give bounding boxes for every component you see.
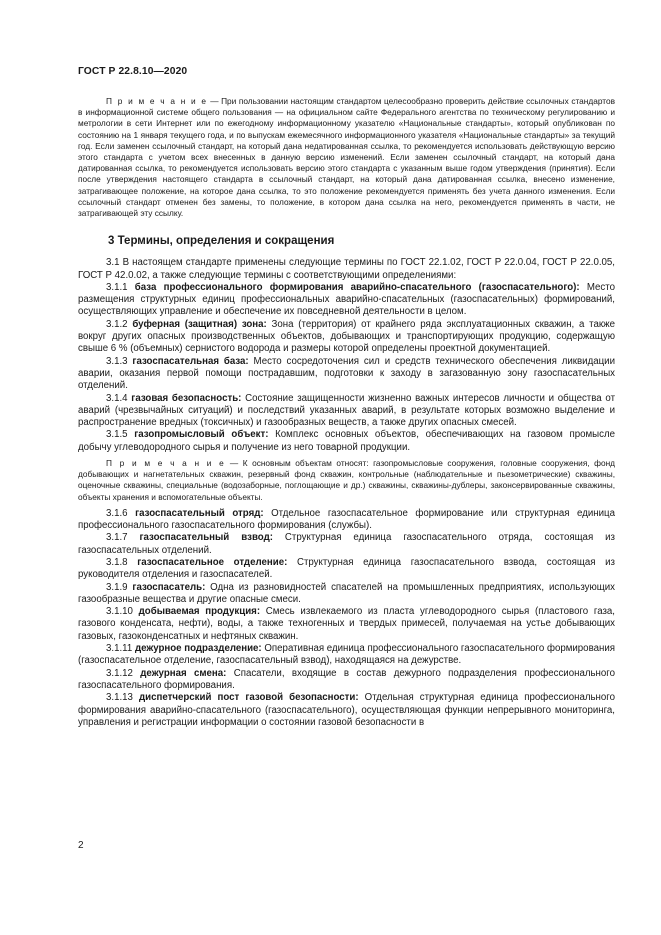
term-text: Одна из разновидностей спасателей на промышленных предприятиях, использующих газообразные вещества и другие опасные смеси. — [78, 581, 615, 605]
term-definition — [78, 319, 615, 356]
term-name: газопромысловый объект: — [134, 429, 269, 441]
term-name: газоспасатель: — [132, 581, 206, 593]
intro-paragraph: 3.1 В настоящем стандарте применены следующие термины по ГОСТ 22.1.02, ГОСТ Р 22.0.04, ГОСТ Р 22.0.05, ГОСТ Р 42.0.02, а также следующие термины с соответствующими определениями: — [78, 257, 615, 281]
term-number: 3.1.8 — [106, 556, 138, 568]
term-text: Комплекс основных объектов, обеспечивающих на газовом промысле добычу углеводородного сырья и получение из него товарной продукции. — [78, 429, 615, 453]
note-text: К основным объектам относят: газопромысловые сооружения, головные сооружения, фонд добывающих и нагнетательных скважин, резервный фонд скважин, контрольные (наблюдательные и пьезометрические) скважины, оценочные скважины, специальные (водозаборные, поглощающие и др.) скважины, скважины-дублеры, законсервированные скважины, объекты хранения и вспомогательные объекты. — [78, 457, 615, 502]
section-title: 3 Термины, определения и сокращения — [108, 235, 335, 248]
term-name: газоспасательная база: — [132, 355, 249, 367]
term-name: буферная (защитная) зона: — [132, 318, 267, 330]
term-number: 3.1.13 — [106, 692, 140, 704]
term-number: 3.1.1 — [106, 281, 135, 293]
term-name: дежурная смена: — [140, 667, 227, 679]
term-number: 3.1.11 — [106, 643, 135, 655]
term-name: газовая безопасность: — [131, 392, 242, 404]
term-number: 3.1.9 — [106, 581, 133, 593]
term-text: Структурная единица газоспасательного отряда, состоящая из газоспасательных отделений. — [78, 532, 615, 556]
term-text: Место размещения структурных единиц профессиональных аварийно-спасательных (газоспасательных) формирований, осуществляющих управление и обеспечение их повседневной деятельности в целом. — [78, 281, 615, 318]
term-name: газоспасательный взвод: — [139, 532, 273, 544]
term-definition — [78, 356, 615, 393]
term-definition — [78, 429, 615, 454]
term-text: Состояние защищенности жизненно важных интересов личности и общества от аварий (чрезвычайных ситуаций) и последствий указанных аварий, в результате которых возможно выделение и распространение вредных (токсичных) и газообразных веществ, а также других опасных смесей. — [78, 392, 616, 429]
term-definition — [78, 282, 615, 319]
note-text: При пользовании настоящим стандартом целесообразно проверить действие ссылочных стандартов в информационной системе общего пользования — на официальном сайте Федерального агентства по техническому регулированию и метрологии в сети Интернет или по ежегодному информационному указателю «Национальные стандарты», который опубликован по состоянию на 1 января текущего года, и по выпускам ежемесячного информационного указателя «Национальные стандарты» за текущий год. Если заменен ссылочный стандарт, на который дана недатированная ссылка, то рекомендуется использовать действующую версию этого стандарта с учетом всех внесенных в данную версию изменений. Если заменен ссылочный стандарт, на который дана датированная ссылка, то рекомендуется использовать версию этого стандарта с указанным выше годом утверждения (принятия). Если после утверждения настоящего стандарта в ссылочный стандарт, на который дана датированная ссылка, внесено изменение, затрагивающее положение, на которое дана ссылка, то это положение рекомендуется применять без учета данного изменения. Если ссылочный стандарт отменен без замены, то положение, в котором дана ссылка на него, рекомендуется применять в части, не затрагивающей эту ссылку. — [78, 96, 615, 219]
term-definition — [78, 668, 615, 693]
term-text: Отдельная структурная единица профессионального формирования аварийно-спасательного (газоспасательного), осуществляющая функции непрерывного мониторинга, управления и регистрации информации о состоянии газовой безопасности в — [78, 692, 615, 728]
terms-list — [78, 508, 615, 729]
term-number: 3.1.6 — [106, 507, 136, 519]
note-dash: — — [207, 96, 222, 106]
term-definition — [78, 393, 615, 430]
term-number: 3.1.5 — [106, 429, 135, 441]
term-number: 3.1.12 — [106, 667, 141, 679]
term-text: Оперативная единица профессионального газоспасательного формирования (газоспасательное отделение, газоспасательный взвод), находящаяся на дежурстве. — [78, 643, 616, 667]
term-name: газоспасательный отряд: — [135, 507, 264, 519]
term-text: Смесь извлекаемого из пласта углеводородного сырья (пластового газа, газового конденсата, нефти), воды, а также техногенных и твердых примесей, получаемая на устье добывающих газовых, газоконденсатных и нефтяных скважин. — [78, 606, 615, 642]
term-definition — [78, 508, 615, 533]
document-body — [78, 84, 615, 729]
term-definition — [78, 692, 615, 729]
term-name: газоспасательное отделение: — [137, 556, 288, 568]
term-name: диспетчерский пост газовой безопасности: — [139, 692, 359, 704]
term-text: Структурная единица газоспасательного взвода, состоящая из руководителя отделения и газоспасателей. — [78, 556, 615, 581]
note-top — [78, 96, 615, 219]
term-text: Место сосредоточения сил и средств технического обеспечения ликвидации аварии, оказания первой помощи пострадавшим, подготовки к заходу в загазованную зону газоспасательных отделений. — [78, 355, 615, 392]
term-definition — [78, 532, 615, 557]
note-dash: — — [225, 457, 243, 468]
term-text: Зона (территория) от крайнего ряда эксплуатационных скважин, а также вокруг других опасных производственных объектов, добывающих и транспортирующих продукцию, содержащую свыше 6 % (объемных) сернистого водорода и размеры которой определены проектной документацией. — [78, 318, 615, 355]
note-label: П р и м е ч а н и е — [106, 96, 208, 106]
term-number: 3.1.7 — [106, 532, 140, 544]
note-mid — [78, 458, 615, 503]
term-number: 3.1.10 — [106, 606, 139, 618]
term-definition — [78, 606, 615, 643]
term-definition — [78, 582, 615, 607]
page-number: 2 — [78, 840, 84, 851]
note-label: П р и м е ч а н и е — [106, 457, 226, 468]
terms-list — [78, 282, 615, 454]
term-number: 3.1.2 — [106, 318, 133, 330]
term-name: дежурное подразделение: — [134, 643, 262, 655]
term-text: Спасатели, входящие в состав дежурного подразделения профессионального газоспасательного формирования. — [78, 667, 615, 691]
document-header: ГОСТ Р 22.8.10—2020 — [78, 66, 188, 77]
term-text: Отдельное газоспасательное формирование или структурная единица профессионального газоспасательного формирования (службы). — [78, 507, 615, 532]
term-name: база профессионального формирования аварийно-спасательного (газоспасательного): — [134, 281, 580, 293]
term-definition — [78, 557, 615, 582]
term-number: 3.1.3 — [106, 355, 133, 367]
term-definition — [78, 643, 615, 668]
term-number: 3.1.4 — [106, 392, 132, 404]
term-name: добываемая продукция: — [138, 606, 261, 618]
